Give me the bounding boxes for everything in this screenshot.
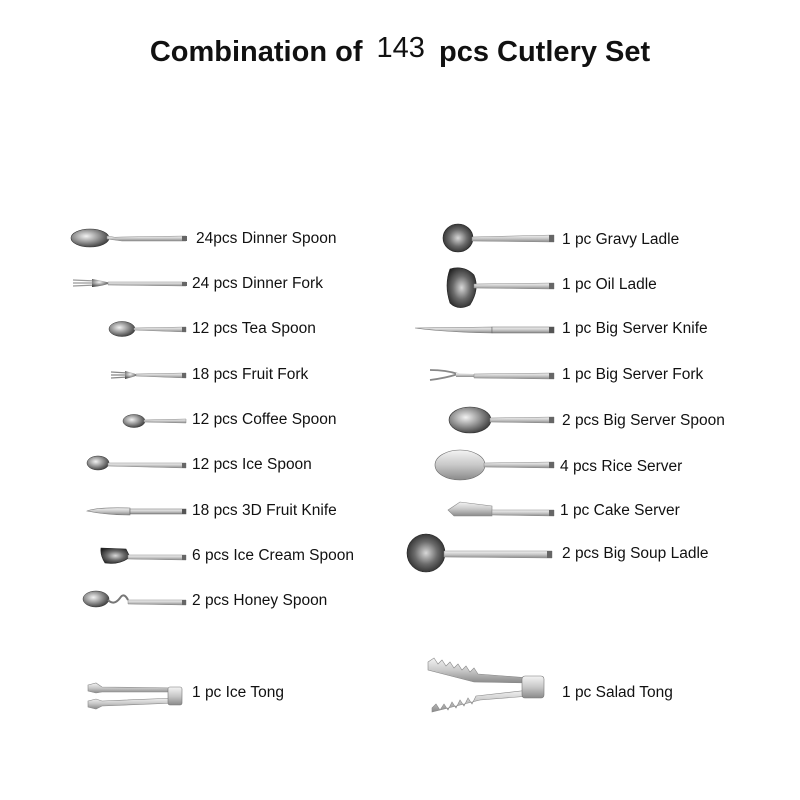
item-unit: pcs bbox=[213, 230, 238, 247]
item-label bbox=[192, 411, 337, 429]
item-unit: pcs bbox=[213, 320, 238, 337]
item-label bbox=[562, 276, 657, 294]
item-label bbox=[560, 502, 680, 520]
item-quantity: 1 bbox=[562, 231, 571, 248]
item-name: Honey Spoon bbox=[233, 592, 328, 609]
item-unit: pc bbox=[572, 502, 590, 519]
honey-spoon-icon bbox=[82, 588, 190, 614]
item-quantity: 24 bbox=[196, 230, 214, 247]
list-item bbox=[444, 265, 764, 311]
item-unit: pcs bbox=[213, 502, 238, 519]
item-name: Coffee Spoon bbox=[242, 411, 337, 428]
list-item bbox=[86, 452, 406, 480]
ice-tong-icon bbox=[86, 679, 186, 713]
tea-spoon-icon bbox=[108, 316, 190, 342]
list-item bbox=[122, 407, 422, 435]
fruit-knife-icon bbox=[86, 498, 190, 524]
item-quantity: 1 bbox=[562, 684, 571, 701]
item-name: Big Server Fork bbox=[595, 366, 704, 383]
item-label bbox=[562, 545, 709, 563]
soup-ladle-icon bbox=[406, 532, 556, 574]
item-label bbox=[192, 456, 312, 474]
item-label bbox=[562, 320, 708, 338]
list-item bbox=[406, 532, 746, 574]
item-name: Ice Spoon bbox=[242, 456, 312, 473]
server-spoon-icon bbox=[448, 404, 558, 436]
item-label bbox=[562, 684, 673, 702]
item-name: Rice Server bbox=[601, 458, 683, 475]
item-unit: pc bbox=[574, 231, 592, 248]
item-unit: pc bbox=[574, 366, 592, 383]
ice-spoon-icon bbox=[86, 452, 190, 478]
item-quantity: 1 bbox=[562, 276, 571, 293]
item-quantity: 2 bbox=[562, 412, 571, 429]
item-unit: pc bbox=[574, 320, 592, 337]
item-name: Salad Tong bbox=[595, 684, 673, 701]
item-quantity: 18 bbox=[192, 502, 210, 519]
item-unit: pcs bbox=[213, 411, 238, 428]
item-quantity: 6 bbox=[192, 547, 201, 564]
item-quantity: 24 bbox=[192, 275, 210, 292]
item-name: Big Soup Ladle bbox=[603, 545, 709, 562]
item-label bbox=[192, 592, 327, 610]
item-quantity: 12 bbox=[192, 411, 210, 428]
item-unit: pcs bbox=[204, 547, 230, 564]
item-quantity: 1 bbox=[560, 502, 569, 519]
list-item bbox=[108, 362, 408, 390]
item-name: Big Server Spoon bbox=[603, 412, 725, 429]
list-item bbox=[442, 222, 762, 256]
list-item bbox=[86, 679, 406, 713]
cake-server-icon bbox=[446, 498, 558, 524]
item-label bbox=[192, 684, 284, 702]
item-quantity: 2 bbox=[192, 592, 201, 609]
item-label bbox=[192, 275, 323, 293]
item-unit: pcs bbox=[213, 275, 238, 292]
item-name: Fruit Fork bbox=[242, 366, 309, 383]
item-label bbox=[192, 547, 354, 565]
list-item bbox=[100, 543, 420, 571]
dinner-fork-icon bbox=[70, 271, 190, 297]
item-name: Ice Tong bbox=[225, 684, 284, 701]
list-item bbox=[434, 448, 754, 484]
item-unit: pcs bbox=[572, 458, 598, 475]
list-item bbox=[428, 362, 748, 390]
item-name: Tea Spoon bbox=[241, 320, 316, 337]
coffee-spoon-icon bbox=[122, 407, 190, 433]
item-unit: pcs bbox=[574, 412, 600, 429]
list-item bbox=[70, 271, 400, 299]
item-name: Dinner Fork bbox=[242, 275, 323, 292]
item-quantity: 1 bbox=[562, 320, 571, 337]
item-unit: pc bbox=[574, 276, 592, 293]
list-item bbox=[446, 498, 766, 526]
list-item bbox=[82, 588, 402, 616]
item-unit: pcs bbox=[574, 545, 600, 562]
dinner-spoon-icon bbox=[70, 226, 190, 252]
server-knife-icon bbox=[414, 316, 558, 342]
title-prefix: Combination of bbox=[149, 36, 363, 68]
item-unit: pcs bbox=[213, 366, 238, 383]
list-item bbox=[86, 498, 406, 526]
item-quantity: 2 bbox=[562, 545, 571, 562]
gravy-ladle-icon bbox=[442, 222, 558, 256]
item-label bbox=[562, 231, 679, 249]
server-fork-icon bbox=[428, 362, 558, 388]
item-label bbox=[560, 458, 682, 476]
salad-tong-icon bbox=[426, 656, 548, 714]
item-label bbox=[562, 412, 725, 430]
item-unit: pcs bbox=[213, 456, 238, 473]
item-name: Ice Cream Spoon bbox=[233, 547, 354, 564]
list-item bbox=[108, 316, 408, 344]
item-quantity: 18 bbox=[192, 366, 210, 383]
list-item bbox=[70, 226, 400, 254]
item-label bbox=[192, 320, 316, 338]
item-unit: pcs bbox=[204, 592, 230, 609]
item-quantity: 12 bbox=[192, 320, 210, 337]
rice-server-icon bbox=[434, 448, 558, 484]
item-name: Big Server Knife bbox=[595, 320, 708, 337]
list-item bbox=[414, 316, 754, 344]
item-label bbox=[192, 502, 337, 520]
list-item bbox=[448, 404, 768, 436]
page-title bbox=[0, 32, 800, 76]
item-label bbox=[192, 366, 308, 384]
item-name: Gravy Ladle bbox=[595, 231, 680, 248]
item-label bbox=[196, 230, 336, 248]
item-unit: pc bbox=[574, 684, 592, 701]
item-quantity: 1 bbox=[192, 684, 201, 701]
ice-cream-spoon-icon bbox=[100, 543, 188, 569]
item-quantity: 12 bbox=[192, 456, 210, 473]
item-name: Cake Server bbox=[593, 502, 680, 519]
item-name: Dinner Spoon bbox=[241, 230, 337, 247]
item-quantity: 1 bbox=[562, 366, 571, 383]
item-name: 3D Fruit Knife bbox=[242, 502, 337, 519]
item-quantity: 4 bbox=[560, 458, 569, 475]
fruit-fork-icon bbox=[108, 362, 190, 388]
item-name: Oil Ladle bbox=[595, 276, 657, 293]
title-suffix: pcs Cutlery Set bbox=[439, 36, 651, 68]
title-count: 143 bbox=[376, 32, 425, 64]
item-unit: pc bbox=[204, 684, 222, 701]
item-label bbox=[562, 366, 703, 384]
list-item bbox=[426, 656, 766, 714]
oil-ladle-icon bbox=[444, 265, 558, 311]
